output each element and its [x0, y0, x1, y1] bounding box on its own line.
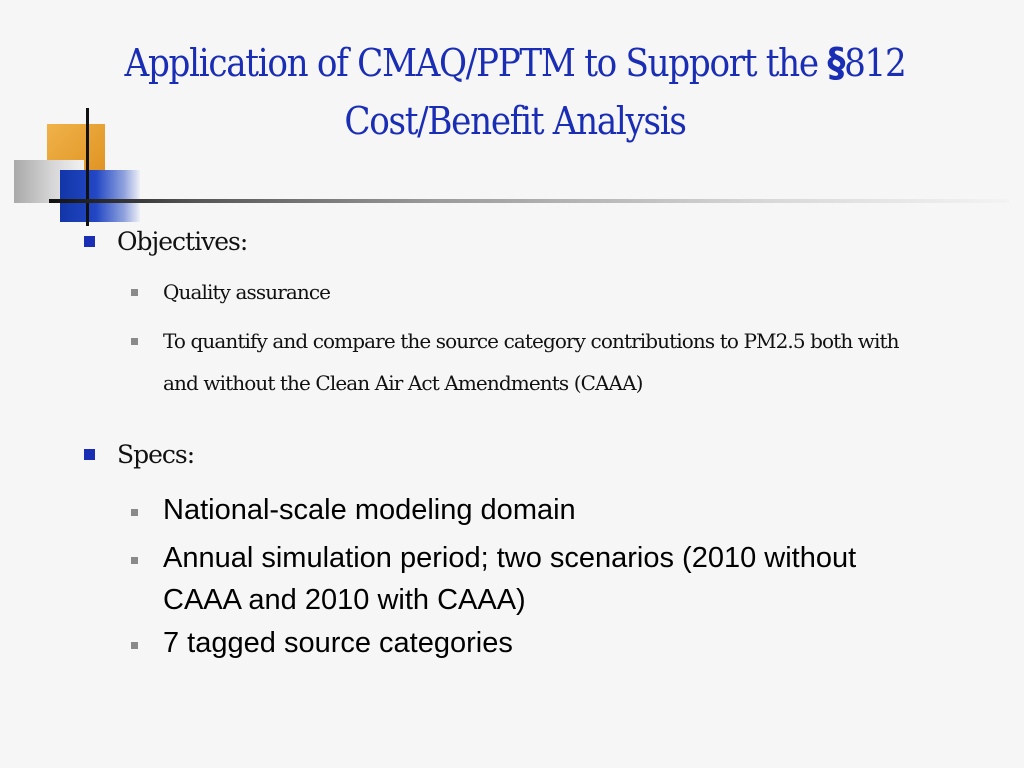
square-bullet-icon	[84, 236, 95, 247]
sub-bullet-text: 7 tagged source categories	[163, 627, 513, 659]
sub-bullet-text: National-scale modeling domain	[163, 494, 576, 526]
sub-bullet-quantify	[131, 320, 899, 404]
sub-bullet-text	[163, 537, 856, 621]
slide-title	[60, 34, 970, 150]
square-bullet-icon	[84, 449, 95, 460]
sub-bullet-text	[163, 320, 899, 404]
small-square-bullet-icon	[131, 557, 138, 564]
small-square-bullet-icon	[131, 289, 138, 296]
sub-bullet-text: Quality assurance	[163, 280, 331, 304]
bullet-specs	[84, 441, 194, 469]
small-square-bullet-icon	[131, 642, 138, 649]
bullet-label: Specs:	[117, 440, 195, 469]
bullet-objectives	[84, 228, 247, 256]
title-text-part2: 812	[844, 41, 906, 85]
sub-bullet-annual-simulation	[131, 537, 856, 621]
title-underline-rule	[49, 199, 1009, 203]
bullet-label: Objectives:	[117, 227, 248, 256]
section-symbol: §	[827, 40, 845, 86]
title-text-part1: Application of CMAQ/PPTM to Support the	[124, 41, 828, 85]
sub-bullet-quality-assurance	[131, 271, 330, 313]
small-square-bullet-icon	[131, 338, 138, 345]
sub-bullet-tagged-categories	[131, 622, 513, 664]
small-square-bullet-icon	[131, 509, 138, 516]
sub-bullet-line: and without the Clean Air Act Amendments (CAAA)	[163, 371, 643, 395]
sub-bullet-national-domain	[131, 489, 576, 531]
blue-square-decoration	[60, 170, 140, 222]
title-text-line2: Cost/Benefit Analysis	[344, 99, 686, 143]
sub-bullet-line: CAAA and 2010 with CAAA)	[163, 584, 526, 616]
sub-bullet-line: To quantify and compare the source category contributions to PM2.5 both with	[163, 329, 899, 353]
sub-bullet-line: Annual simulation period; two scenarios (2010 without	[163, 542, 857, 574]
